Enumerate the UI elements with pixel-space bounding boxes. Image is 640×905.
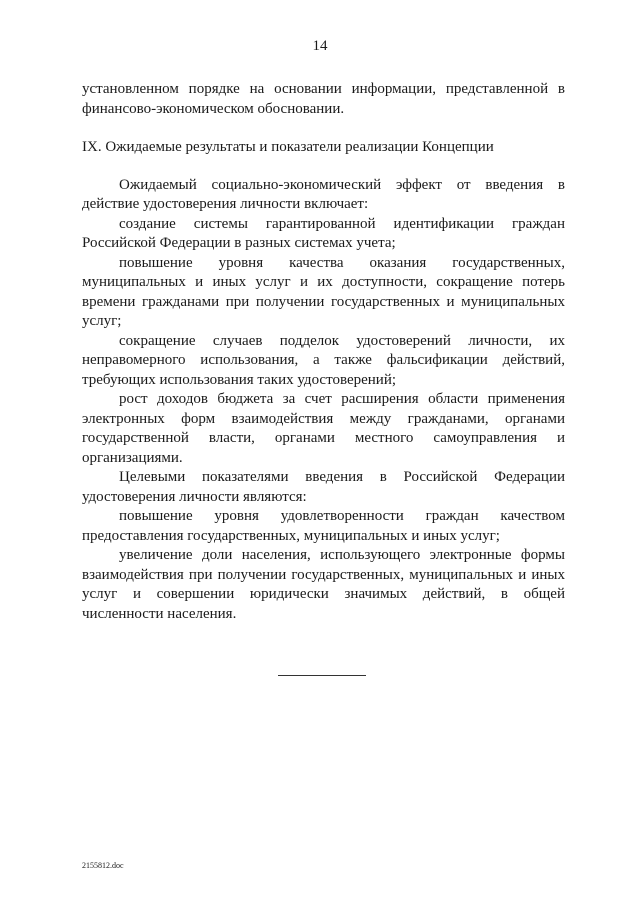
paragraph-targets: Целевыми показателями введения в Российской Федерации удостоверения личности являются:: [82, 469, 565, 505]
document-body: [82, 80, 565, 624]
page-number: 14: [312, 38, 328, 54]
paragraph-forgery: сокращение случаев подделок удостоверений личности, их неправомерного использования, а также фальсификации действий, требующих использования таких удостоверений;: [82, 332, 565, 388]
intro-paragraph: установленном порядке на основании информации, представленной в финансово-экономическом обосновании.: [82, 81, 565, 117]
end-rule: [278, 675, 366, 676]
paragraph-electronic-share: увеличение доли населения, использующего электронные формы взаимодействия при получении государственных, муниципальных и иных услуг и совершении юридически значимых действий, в общей численности населения.: [82, 547, 565, 622]
footer-filename: 2155812.doc: [82, 861, 124, 870]
paragraph-satisfaction: повышение уровня удовлетворенности граждан качеством предоставления государственных, муниципальных и иных услуг;: [82, 508, 565, 544]
section-heading: IX. Ожидаемые результаты и показатели реализации Концепции: [82, 139, 494, 155]
paragraph-budget: рост доходов бюджета за счет расширения области применения электронных форм взаимодействия между гражданами, органами государственной власти, органами местного самоуправления и организациями.: [82, 391, 565, 466]
paragraph-effect: Ожидаемый социально-экономический эффект от введения в действие удостоверения личности включает:: [82, 176, 565, 212]
paragraph-service-quality: повышение уровня качества оказания государственных, муниципальных и иных услуг и их доступности, сокращение потерь времени гражданами при получении государственных и муниципальных услуг;: [82, 254, 565, 329]
paragraph-identification: создание системы гарантированной идентификации граждан Российской Федерации в разных системах учета;: [82, 215, 565, 251]
